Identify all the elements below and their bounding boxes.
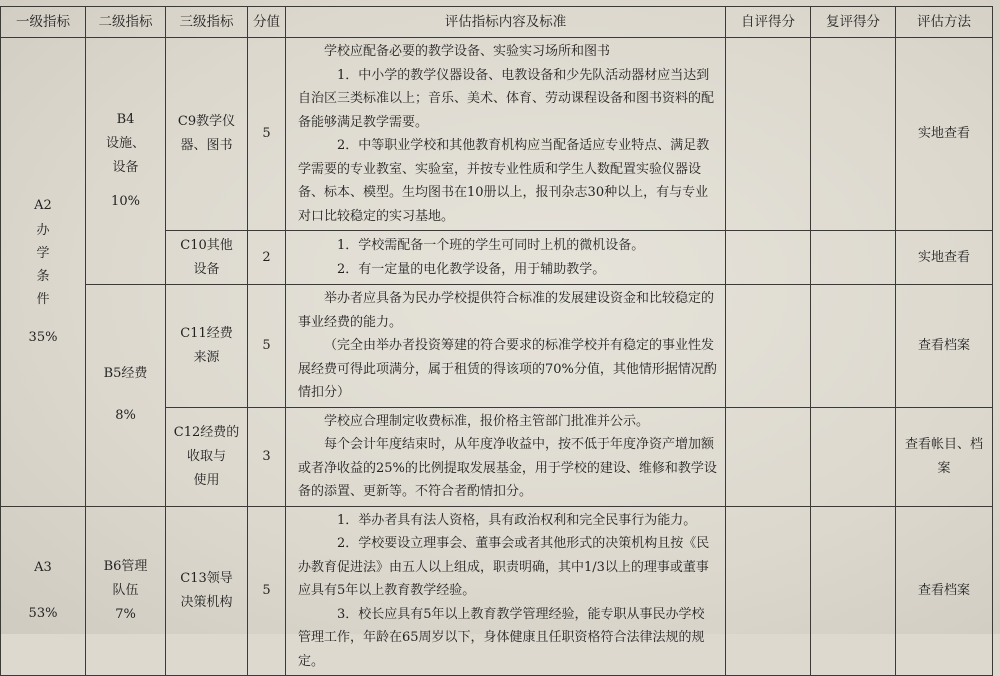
cell-c13-criteria xyxy=(286,506,726,676)
c10-line-1: 2．有一定量的电化教学设备，用于辅助教学。 xyxy=(337,261,606,277)
cell-c12-score: 3 xyxy=(248,407,286,506)
c11-name2: 来源 xyxy=(193,349,220,365)
table-row-c9 xyxy=(1,38,993,231)
cell-c9-method: 实地查看 xyxy=(896,38,993,231)
cell-c9-criteria xyxy=(286,38,726,231)
cell-c9-self-score[interactable] xyxy=(726,38,811,231)
c12-line-1: 每个会计年度结束时，从年度净收益中，按不低于年度净资产增加额或者净收益的25%的比例提取发展基金，用于学校的建设、维修和教学设备的添置、更新等。不符合者酌情扣分。 xyxy=(298,437,717,499)
b4-weight: 10% xyxy=(111,194,140,209)
header-level2: 二级指标 xyxy=(86,7,166,38)
a3-weight: 53% xyxy=(28,605,58,621)
cell-c13-score: 5 xyxy=(248,506,286,676)
cell-c10-criteria xyxy=(286,231,726,285)
header-score: 分值 xyxy=(248,7,286,38)
cell-c11-self-score[interactable] xyxy=(726,285,811,408)
c9-line-0: 学校应配备必要的教学设备、实验实习场所和图书 xyxy=(324,44,611,59)
cell-c11-method: 查看档案 xyxy=(896,285,993,408)
c13-line-1: 2．学校要设立理事会、董事会或者其他形式的决策机构且按《民办教育促进法》由五人以上组成，职责明确，其中1/3以上的理事或董事应具有5年以上教育教学经验。 xyxy=(298,536,710,598)
header-self-score: 自评得分 xyxy=(726,7,811,38)
cell-c9-score: 5 xyxy=(248,38,286,231)
cell-c13-self-score[interactable] xyxy=(726,506,811,676)
b4-name2: 设备 xyxy=(112,160,139,175)
c9-name: C9教学仪 xyxy=(177,114,236,129)
cell-a2 xyxy=(1,38,86,507)
header-criteria: 评估指标内容及标准 xyxy=(286,7,726,38)
b6-name: B6管理 xyxy=(103,558,148,574)
b4-code: B4 xyxy=(116,112,135,127)
cell-c13-method: 查看档案 xyxy=(896,506,993,676)
a2-code: A2 xyxy=(34,197,52,213)
c11-line-0: 举办者应具备为民办学校提供符合标准的发展建设资金和比较稳定的事业经费的能力。 xyxy=(298,291,715,330)
a2-weight: 35% xyxy=(28,329,58,345)
header-level3: 三级指标 xyxy=(166,7,248,38)
cell-b4 xyxy=(86,38,166,285)
c13-line-2: 3．校长应具有5年以上教育教学管理经验，能专职从事民办学校管理工作，年龄在65周岁以下，身体健康且任职资格符合法律法规的规定。 xyxy=(298,606,705,669)
cell-c12-method: 查看帐目、档案 xyxy=(896,407,993,506)
cell-c11-name xyxy=(166,285,248,408)
cell-c10-method: 实地查看 xyxy=(896,231,993,285)
evaluation-table xyxy=(0,6,993,676)
b4-name: 设施、 xyxy=(105,136,145,151)
c12-name2: 收取与 xyxy=(186,448,226,464)
cell-c13-name xyxy=(166,506,248,676)
cell-c10-review-score[interactable] xyxy=(811,231,896,285)
cell-b6 xyxy=(86,506,166,676)
a3-code: A3 xyxy=(34,559,52,575)
b6-name2: 队伍 xyxy=(112,582,139,598)
cell-c9-review-score[interactable] xyxy=(811,38,896,231)
c9-line-1: 1．中小学的教学仪器设备、电教设备和少先队活动器材应当达到自治区三类标准以上；音乐、美术、体育、劳动课程设备和图书资料的配备能够满足教学需要。 xyxy=(298,67,715,130)
cell-c11-review-score[interactable] xyxy=(811,285,896,408)
c9-line-2: 2．中等职业学校和其他教育机构应当配备适应专业特点、满足教学需要的专业教室、实验室，并按专业性质和学生人数配置实验仪器设备、标本、模型。生均图书在10册以上，报刊杂志30种以上，有与专业对口比较稳定的实习基地。 xyxy=(298,138,710,224)
cell-c10-self-score[interactable] xyxy=(726,231,811,285)
cell-c12-review-score[interactable] xyxy=(811,407,896,506)
header-level1: 一级指标 xyxy=(1,7,86,38)
header-review-score: 复评得分 xyxy=(811,7,896,38)
c12-name3: 使用 xyxy=(193,472,220,488)
c12-name: C12经费的 xyxy=(173,424,240,440)
b5-weight: 8% xyxy=(115,408,136,424)
cell-b5 xyxy=(86,285,166,507)
c9-name2: 器、图书 xyxy=(180,138,233,153)
a2-name: 办学条件 xyxy=(36,222,50,307)
c12-line-0: 学校应合理制定收费标准，报价格主管部门批准并公示。 xyxy=(324,413,650,429)
c11-name: C11经费 xyxy=(180,325,233,341)
cell-c12-self-score[interactable] xyxy=(726,407,811,506)
table-row-c13 xyxy=(1,506,993,676)
cell-c13-review-score[interactable] xyxy=(811,506,896,676)
table-header-row xyxy=(1,7,993,38)
cell-c11-score: 5 xyxy=(248,285,286,408)
c10-name: C10其他 xyxy=(180,237,233,253)
c13-name: C13领导 xyxy=(180,570,233,586)
c13-line-0: 1．举办者具有法人资格，具有政治权利和完全民事行为能力。 xyxy=(337,512,697,528)
c13-name2: 决策机构 xyxy=(180,594,233,610)
header-method: 评估方法 xyxy=(896,7,993,38)
c10-name2: 设备 xyxy=(193,261,220,277)
cell-c12-name xyxy=(166,407,248,506)
c11-line-1: （完全由举办者投资筹建的符合要求的标准学校并有稳定的事业性发展经费可得此项满分，属于租赁的得该项的70%分值，其他情形据情况酌情扣分） xyxy=(298,338,717,400)
cell-c11-criteria xyxy=(286,285,726,408)
b6-weight: 7% xyxy=(115,606,136,622)
c10-line-0: 1．学校需配备一个班的学生可同时上机的微机设备。 xyxy=(337,238,645,253)
cell-c9-name xyxy=(166,38,248,231)
cell-c10-name xyxy=(166,231,248,285)
cell-c12-criteria xyxy=(286,407,726,506)
cell-a3 xyxy=(1,506,86,676)
cell-c10-score: 2 xyxy=(248,231,286,285)
b5-name: B5经费 xyxy=(103,366,148,382)
table-row-c11 xyxy=(1,285,993,408)
